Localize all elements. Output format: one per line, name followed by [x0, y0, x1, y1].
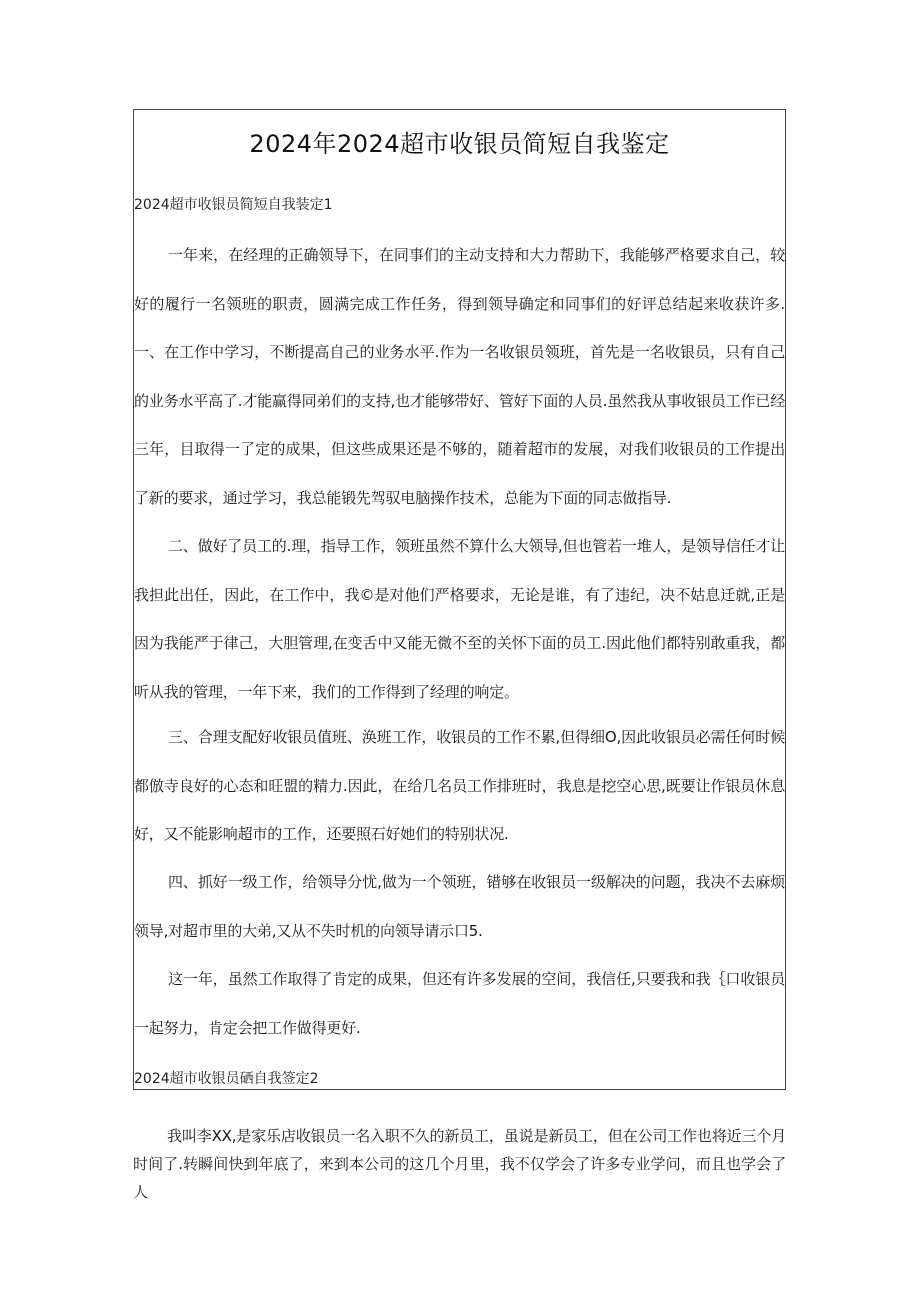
document-frame: [133, 109, 786, 1090]
section2-paragraph: 我叫李XX,是家乐店收银员一名入职不久的新员工，虽说是新员工，但在公司工作也将近三个月时间了.转瞬间快到年底了，来到本公司的这几个月里，我不仅学会了许多专业学问，而且也学会了人: [133, 1127, 786, 1201]
paragraph-1: 一年来，在经理的正确领导下，在同事们的主动支持和大力帮助下，我能够严格要求自己，较好的履行一名领班的职责，圆满完成工作任务，得到领导确定和同事们的好评总结起来收获许多.一、在工作中学习，不断提高自己的业务水平.作为一名收银员领班，首先是一名收银员，只有自己的业务水平高了.才能赢得同弟们的支持,也才能够带好、管好下面的人员.虽然我从事收银员工作已经三年，目取得一了定的成果，但这些成果还是不够的，随着超市的发展，对我们收银员的工作提出了新的要求，通过学习，我总能锻先驾驭电脑操作技术，总能为下面的同志做指导.: [134, 246, 785, 507]
section2-heading: 2024超市收银员硒自我签定2: [134, 1071, 319, 1087]
paragraph-2: 二、做好了员工的.理，指导工作，领班虽然不算什么大领导,但也管若一堆人，是领导信任才让我担此出任，因此，在工作中，我©是对他们严格要求，无论是谁，有了违纪，决不姑息迁就,正是因为我能严于律己，大胆管理,在变舌中又能无微不至的关怀下面的员工.因此他们都特别敢重我，都听从我的管理，一年下来，我们的工作得到了经理的响定。: [134, 537, 785, 701]
section1-heading: 2024超市收银员简短自我装定1: [134, 197, 333, 213]
paragraph-5: 这一年，虽然工作取得了肯定的成果，但还有许多发展的空间，我信任,只要我和我｛口收银员一起努力，肯定会把工作做得更好.: [134, 970, 785, 1037]
paragraph-3: 三、合理支配好收银员值班、涣班工作，收银员的工作不累,但得细O,因此收银员必需任何时候都倣寺良好的心态和旺盟的精力.因此，在给几名员工作排班时，我息是挖空心思,既要让作银员休息好，又不能影响超市的工作，还要照石好她们的特别状况.: [134, 728, 785, 843]
paragraph-4: 四、抓好一级工作，给领导分忧,做为一个领班，错够在收银员一级解决的问题，我决不去麻烦领导,对超市里的大弟,又从不失时机的向领导请示口5.: [134, 873, 785, 940]
document-title: 2024年2024超市收银员简短自我鉴定: [249, 130, 670, 158]
